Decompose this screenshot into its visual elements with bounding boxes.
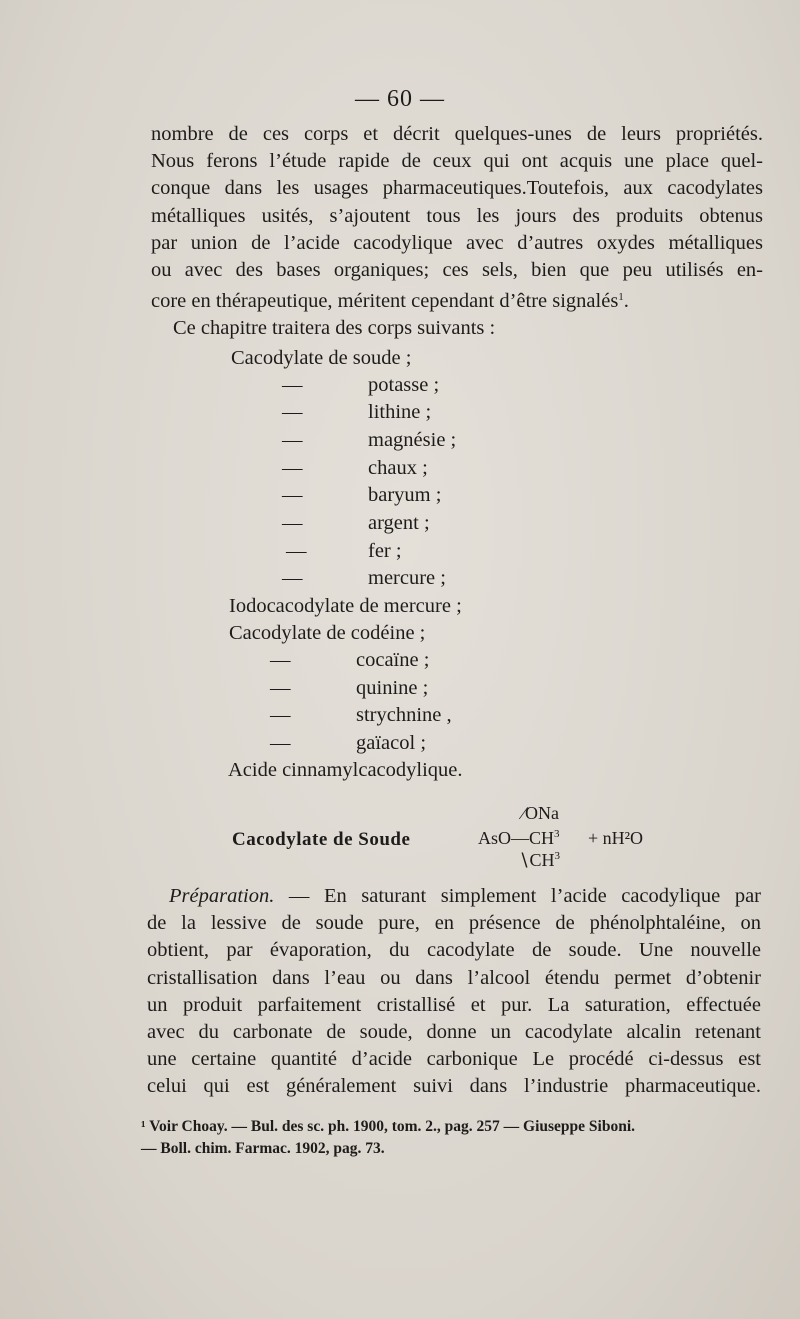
list-item: cocaïne ; [356, 649, 430, 671]
paragraph-intro [151, 121, 763, 343]
text-line [147, 883, 761, 910]
dash: — [270, 704, 291, 726]
list-heading: Cacodylate de codéine ; [229, 622, 426, 644]
list-item: quinine ; [356, 677, 429, 699]
footnote-line: ¹ Voir Choay. — Bul. des sc. ph. 1900, tom. 2., pag. 257 — Giuseppe Siboni. [141, 1118, 636, 1135]
footnote-line: — Boll. chim. Farmac. 1902, pag. 73. [141, 1140, 385, 1157]
text-span: . [623, 290, 629, 313]
list-item: lithine ; [368, 401, 432, 423]
dash: — [282, 457, 303, 479]
list-item: fer ; [368, 540, 402, 562]
dash: — [282, 567, 303, 589]
list-item: magnésie ; [368, 429, 457, 451]
text-line: un produit parfaitement cristallisé et pur. La saturation, effectuée [147, 993, 761, 1016]
text-line: avec du carbonate de soude, donne un cacodylate alcalin retenant [147, 1021, 761, 1044]
dash: — [282, 429, 303, 451]
preparation-label: Préparation. [169, 885, 275, 907]
dash: — [282, 374, 303, 396]
list-heading: Acide cinnamylcacodylique. [228, 759, 463, 781]
list-heading: Iodocacodylate de mercure ; [229, 595, 462, 617]
intro-line: Ce chapitre traitera des corps suivants : [173, 317, 496, 340]
formula-sup: 3 [554, 828, 560, 840]
formula-plus: + nH²O [588, 828, 644, 848]
formula-bottom-text: ∖CH [518, 850, 555, 870]
text-line: métalliques usités, s’ajoutent tous les jours des produits obtenus [151, 204, 763, 227]
dash: — [282, 512, 303, 534]
list-item: chaux ; [368, 457, 428, 479]
text-line: conque dans les usages pharmaceutiques.Toutefois, aux cacodylates [151, 177, 763, 200]
text-line: de la lessive de soude pure, en présence de phénolphtaléine, on [147, 912, 761, 935]
dash: — [270, 649, 291, 671]
dash: — [286, 540, 307, 562]
list-item: mercure ; [368, 567, 446, 589]
text-line: celui qui est généralement suivi dans l’industrie pharmaceutique. [147, 1075, 761, 1098]
list-item: potasse ; [368, 374, 440, 396]
text-span: — En saturant simplement l’acide cacodylique par [274, 885, 761, 907]
text-line-last [151, 284, 763, 315]
formula-bottom [518, 850, 560, 871]
text-line: ou avec des bases organiques; ces sels, bien que peu utilisés en- [151, 259, 763, 282]
formula-top: ∕ONa [522, 803, 559, 823]
formula-sup: 3 [554, 850, 560, 862]
text-span: core en thérapeutique, méritent cependant d’être signalés [151, 290, 619, 313]
formula-mid [478, 828, 560, 849]
text-line: obtient, par évaporation, du cacodylate de soude. Une nouvelle [147, 939, 761, 962]
text-line: par union de l’acide cacodylique avec d’autres oxydes métalliques [151, 231, 763, 254]
list-heading: Cacodylate de soude ; [231, 347, 412, 369]
footnotes [141, 1116, 761, 1160]
text-line: une certaine quantité d’acide carbonique Le procédé ci-dessus est [147, 1048, 761, 1071]
text-line: cristallisation dans l’eau ou dans l’alcool étendu permet d’obtenir [147, 966, 761, 989]
dash: — [282, 484, 303, 506]
footnote-ref: 1 [618, 291, 624, 304]
text-line: nombre de ces corps et décrit quelques-unes de leurs propriétés. [151, 123, 763, 145]
paragraph-preparation [147, 883, 761, 1101]
list-item: baryum ; [368, 484, 442, 506]
dash: — [282, 401, 303, 423]
section-title: Cacodylate de Soude [232, 829, 411, 850]
formula-mid-text: AsO—CH [478, 828, 555, 848]
list-item: gaïacol ; [356, 732, 427, 754]
dash: — [270, 732, 291, 754]
page-number: — 60 — [355, 86, 445, 112]
text-line: Nous ferons l’étude rapide de ceux qui ont acquis une place quel- [151, 150, 763, 173]
dash: — [270, 677, 291, 699]
list-item: strychnine , [356, 704, 452, 726]
list-item: argent ; [368, 512, 430, 534]
